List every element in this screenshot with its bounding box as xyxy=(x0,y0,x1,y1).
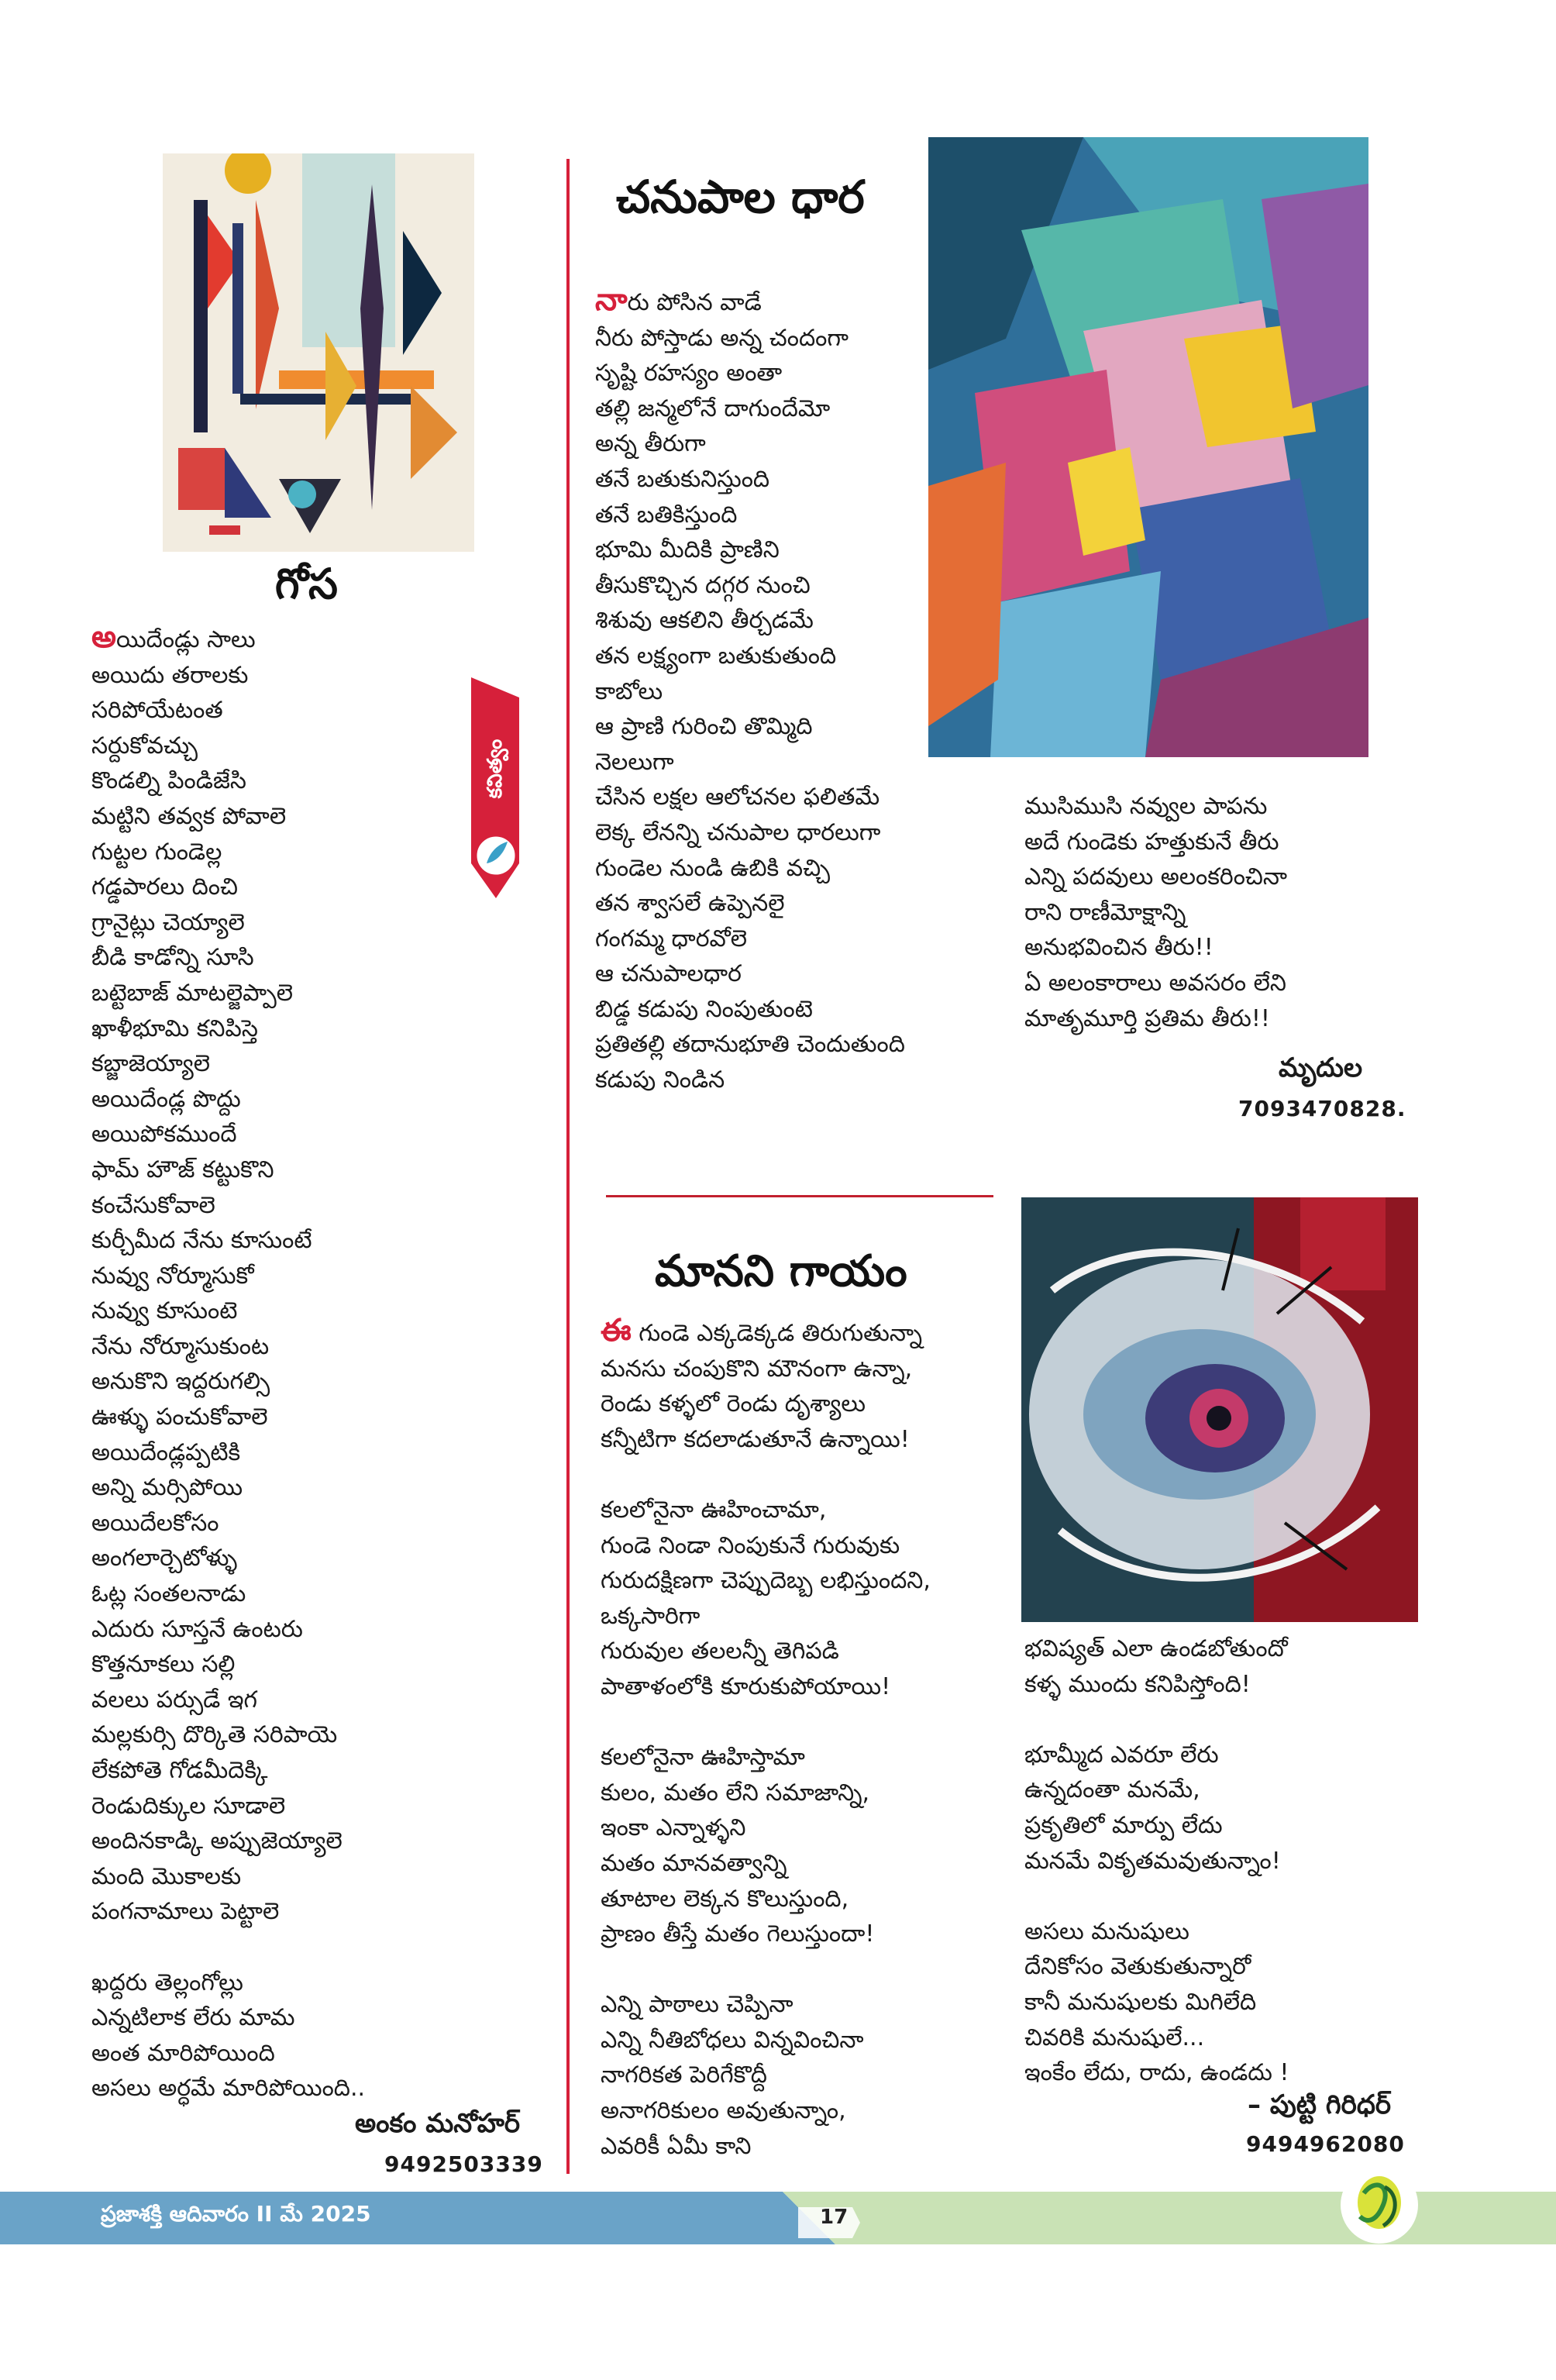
chanupala-poem-body xyxy=(595,283,936,1098)
poem-line: మాతృమూర్తి ప్రతిమ తీరు!! xyxy=(1024,1004,1270,1032)
poem-line: అంత మారిపోయింది xyxy=(91,2039,275,2067)
poem-line: కానీ మనుషులకు మిగిలేది xyxy=(1024,1988,1257,2016)
poem-line: ప్రతితల్లి తదానుభూతి చెందుతుంది xyxy=(595,1031,905,1059)
poem-line: గురుదక్షిణగా చెప్పుదెబ్బ లభిస్తుందని, xyxy=(601,1567,931,1595)
poem-first-line: నారు పోసిన వాడే xyxy=(595,282,762,318)
gosa-poem-body xyxy=(91,620,556,2106)
poem-line: ఖద్దరు తెల్లంగోల్లు xyxy=(91,1968,243,1996)
poem-line: ఎన్ని నీతిబోధలు విన్నవించినా xyxy=(601,2026,864,2054)
column-divider xyxy=(566,159,570,2174)
poem-line: బీడి కాడోన్ని సూసి xyxy=(91,944,254,972)
poem-line: పాతాళంలోకి కూరుకుపోయాయి! xyxy=(601,1672,891,1700)
poem-line: రెండుదిక్కుల సూడాలె xyxy=(91,1792,286,1820)
chanupala-artwork xyxy=(928,137,1368,757)
poem-line: తన లక్ష్యంగా బతుకుతుంది xyxy=(595,642,837,670)
poem-line: కాబోలు xyxy=(595,677,663,705)
poem-line: మంది మొకాలకు xyxy=(91,1862,242,1890)
side-tab-label: కవిత్వం xyxy=(484,739,507,799)
section-divider xyxy=(606,1195,993,1197)
poem-line: అన్న తీరుగా xyxy=(595,430,706,458)
drop-cap: నా xyxy=(595,282,628,318)
poem-line: మతం మానవత్వాన్ని xyxy=(601,1849,787,1877)
poem-line: గడ్డపారలు దించి xyxy=(91,873,238,901)
poem-line: లేకపోతె గోడమీదెక్కి xyxy=(91,1757,268,1784)
poem-line: ఎన్ని పాఠాలు చెప్పినా xyxy=(601,1991,793,2019)
poem-line: ఎదురు సూస్తనే ఉంటరు xyxy=(91,1615,303,1643)
poem-line: రెండు కళ్ళలో రెండు దృశ్యాలు xyxy=(601,1390,866,1418)
poem-line: దేనికోసం వెతుకుతున్నారో xyxy=(1024,1953,1251,1981)
drop-cap: ఈ xyxy=(601,1313,632,1348)
poem-line: కన్నీటిగా కదలాడుతూనే ఉన్నాయి! xyxy=(601,1425,910,1453)
poem-line: గ్రానైట్లు చెయ్యాలె xyxy=(91,908,245,936)
poem-line: ఎవరికీ ఏమీ కాని xyxy=(601,2132,752,2160)
chanupala-poem-continued xyxy=(1024,789,1396,1036)
poem-line: ఎన్నటిలాక లేరు మామ xyxy=(91,2004,295,2032)
chanupala-title: చనుపాల ధార xyxy=(616,170,865,223)
poem-line: సృష్టి రహస్యం అంతా xyxy=(595,360,783,387)
poem-line: గుట్టల గుండెల్ల xyxy=(91,838,222,866)
poem-line: ఓట్ల సంతలనాడు xyxy=(91,1580,246,1608)
poem-line: కబ్జాజెయ్యాలె xyxy=(91,1050,210,1078)
poem-line: అనాగరికులం అవుతున్నాం, xyxy=(601,2097,846,2125)
poem-line: ఆ చనుపాలధార xyxy=(595,960,742,988)
poem-line xyxy=(601,1457,1003,1493)
poem-line: మట్టిని తవ్వక పోవాలె xyxy=(91,802,287,830)
publication-logo xyxy=(1337,2162,1422,2247)
poem-line: అసలు అర్ధమే మారిపోయింది.. xyxy=(91,2075,366,2103)
poem-line: గుండెల నుండి ఉబికి వచ్చి xyxy=(595,854,831,882)
poem-line: అయిదేలకోసం xyxy=(91,1509,219,1537)
poem-line: శిశువు ఆకలిని తీర్చడమే xyxy=(595,607,814,635)
poem-line: అయిదు తరాలకు xyxy=(91,661,249,689)
poem-line: ఆ ప్రాణి గురించి తొమ్మిది xyxy=(595,713,813,741)
chanupala-phone: 7093470828. xyxy=(1238,1096,1406,1121)
poem-line: అనుభవించిన తీరు!! xyxy=(1024,934,1213,962)
poem-line: ఇంకేం లేదు, రాదు, ఉండదు ! xyxy=(1024,2059,1289,2087)
gosa-phone: 9492503339 xyxy=(384,2151,543,2177)
poem-line: మనసు చంపుకొని మౌనంగా ఉన్నా, xyxy=(601,1355,913,1383)
manani-artwork xyxy=(1021,1197,1418,1622)
footer-publication: ప్రజాశక్తి ఆదివారం II మే 2025 xyxy=(101,2201,371,2227)
poem-line: అన్ని మర్సిపోయి xyxy=(91,1474,243,1502)
poem-line: భూమి మీదికి ప్రాణిని xyxy=(595,536,780,564)
poem-line: కులం, మతం లేని సమాజాన్ని, xyxy=(601,1779,869,1807)
poem-line: తూటాల లెక్కన కొలుస్తుంది, xyxy=(601,1885,849,1913)
poem-line: నీరు పోస్తాడు అన్న చందంగా xyxy=(595,324,849,352)
poem-line: తనే బతుకునిస్తుంది xyxy=(595,465,770,493)
poem-line xyxy=(601,1705,1003,1741)
poem-line: అందినకాడ్కి అప్పుజెయ్యాలె xyxy=(91,1827,343,1855)
poem-line: చేసిన లక్షల ఆలోచనల ఫలితమే xyxy=(595,784,880,811)
chanupala-author: మృదుల xyxy=(1279,1052,1363,1083)
poem-line: తన శ్వాసలే ఉప్పెనలై xyxy=(595,890,785,918)
poem-line: అసలు మనుషులు xyxy=(1024,1917,1189,1945)
poem-line: సర్దుకోవచ్చు xyxy=(91,732,198,759)
poem-line: నువ్వు నోర్మూసుకో xyxy=(91,1262,254,1290)
poem-line: కళ్ళ ముందు కనిపిస్తోంది! xyxy=(1024,1670,1251,1698)
poem-line: కంచేసుకోవాలె xyxy=(91,1191,215,1219)
poem-line: గుండె నిండా నింపుకునే గురువుకు xyxy=(601,1531,900,1559)
gosa-author: అంకం మనోహర్ xyxy=(355,2108,521,2139)
poem-line: అంగలార్చెటోళ్ళు xyxy=(91,1545,238,1572)
manani-poem-body xyxy=(601,1314,1003,2164)
poem-line: అయిపోకముందే xyxy=(91,1121,237,1149)
page-number: 17 xyxy=(820,2206,849,2229)
poem-line: బట్టెబాజ్ మాటల్జెప్పాలె xyxy=(91,979,294,1007)
poem-line: పంగనామాలు పెట్టాలె xyxy=(91,1898,280,1926)
poem-line: అయిదేండ్ల పొద్దు xyxy=(91,1085,241,1113)
poem-line: వలలు పర్సుడే ఇగ xyxy=(91,1686,258,1714)
poem-line: ఒక్కసారిగా xyxy=(601,1602,701,1630)
drop-cap: అ xyxy=(91,619,116,655)
poem-line: ఊళ్ళు పంచుకోవాలె xyxy=(91,1404,268,1431)
poem-line: ప్రాణం తీస్తే మతం గెలుస్తుందా! xyxy=(601,1920,875,1948)
poem-line: మల్లకుర్సి దొర్కితె సరిపాయె xyxy=(91,1721,338,1749)
poem-line: కలలోనైనా ఊహిస్తామా xyxy=(601,1744,805,1772)
poem-line: భవిష్యత్ ఎలా ఉండబోతుందో xyxy=(1024,1635,1288,1662)
poem-line xyxy=(1024,1702,1427,1738)
poem-line: కుర్చీమీద నేను కూసుంటే xyxy=(91,1227,312,1255)
manani-title: మానని గాయం xyxy=(655,1246,907,1297)
poem-line: భూమ్మీద ఎవరూ లేరు xyxy=(1024,1741,1219,1769)
poem-line: ముసిముసి నవ్వుల పాపను xyxy=(1024,793,1268,820)
poem-line: చివరికి మనుషులే... xyxy=(1024,2024,1205,2051)
poem-line: తల్లి జన్మలోనే దాగుందేమో xyxy=(595,394,831,422)
poem-line: గురువుల తలలన్నీ తెగిపడి xyxy=(601,1638,839,1665)
poem-line: ఫామ్ హౌజ్ కట్టుకొని xyxy=(91,1156,274,1183)
poem-first-line: అయిదేండ్లు సాలు xyxy=(91,619,256,655)
poem-line: తీసుకొచ్చిన దగ్గర నుంచి xyxy=(595,571,811,599)
gosa-artwork xyxy=(163,153,474,552)
poem-line: బిడ్డ కడుపు నింపుతుంటె xyxy=(595,995,813,1023)
manani-poem-continued xyxy=(1024,1631,1427,2091)
poem-line: కొత్తనూకలు సల్లి xyxy=(91,1651,236,1679)
poem-line: నాగరికత పెరిగేకొద్దీ xyxy=(601,2061,767,2089)
poem-line: నెలలుగా xyxy=(595,748,674,776)
manani-author: – పుట్టి గిరిధర్ xyxy=(1248,2089,1392,2120)
poem-line: నేను నోర్మూసుకుంట xyxy=(91,1332,270,1360)
poem-line: అనుకొని ఇద్దరుగల్సి xyxy=(91,1368,270,1396)
poem-line: ఇంకా ఎన్నాళ్ళని xyxy=(601,1814,746,1842)
footer-bar xyxy=(0,2185,1556,2244)
poem-line: ఖాళీభూమి కనిపిస్తె xyxy=(91,1014,258,1042)
poem-line: కలలోనైనా ఊహించామా, xyxy=(601,1496,827,1524)
poem-line: గంగమ్మ ధారవోలె xyxy=(595,925,747,952)
poem-line: కడుపు నిండిన xyxy=(595,1066,725,1094)
poem-line xyxy=(91,1930,556,1965)
poem-line: ప్రకృతిలో మార్పు లేదు xyxy=(1024,1811,1223,1839)
poem-first-line: ఈ గుండె ఎక్కడెక్కడ తిరుగుతున్నా xyxy=(601,1313,923,1348)
gosa-title: గోస xyxy=(275,560,338,608)
poem-line: తనే బతికిస్తుంది xyxy=(595,501,738,529)
poem-line: అదే గుండెకు హత్తుకునే తీరు xyxy=(1024,828,1279,856)
poem-line: ఉన్నదంతా మనమే, xyxy=(1024,1776,1200,1804)
poem-line: సరిపోయేటంత xyxy=(91,697,223,725)
poem-line xyxy=(1024,1879,1427,1914)
poem-line xyxy=(601,1952,1003,1988)
poem-line: నువ్వు కూసుంటె xyxy=(91,1297,238,1325)
poem-line: ఏ అలంకారాలు అవసరం లేని xyxy=(1024,969,1286,997)
poem-line: లెక్క లేనన్ని చనుపాల ధారలుగా xyxy=(595,818,881,846)
poem-line: రాని రాణీమోక్షాన్ని xyxy=(1024,898,1186,926)
manani-phone: 9494962080 xyxy=(1246,2131,1405,2157)
poem-line: ఎన్ని పదవులు అలంకరించినా xyxy=(1024,863,1288,891)
poem-line: మనమే వికృతమవుతున్నాం! xyxy=(1024,1847,1281,1875)
poem-line: కొండల్ని పిండిజేసి xyxy=(91,767,246,795)
poem-line: అయిదేండ్లప్పటికి xyxy=(91,1438,241,1466)
